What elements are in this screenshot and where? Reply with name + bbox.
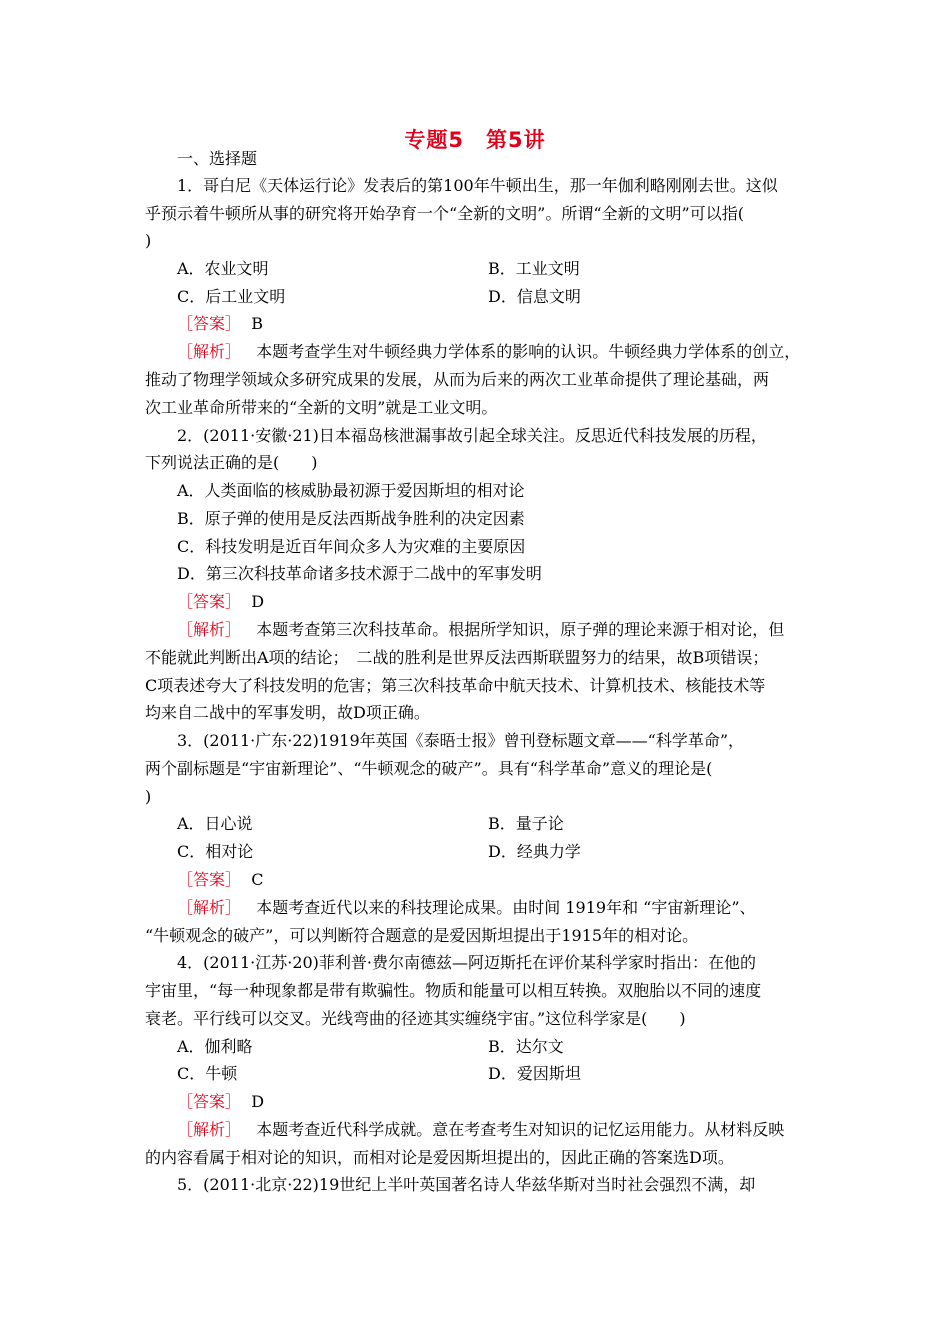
q1-stem-line-2: 乎预示着牛顿所从事的研究将开始孕育一个“全新的文明”。所谓“全新的文明”可以指( bbox=[145, 204, 744, 223]
q4-stem-line-3: 衰老。平行线可以交叉。光线弯曲的径迹其实缠绕宇宙。”这位科学家是( ) bbox=[145, 1009, 686, 1028]
q4-answer bbox=[177, 1092, 264, 1112]
q4-analysis-line-1 bbox=[177, 1120, 784, 1140]
q2-analysis-line-2: 不能就此判断出A项的结论； 二战的胜利是世界反法西斯联盟努力的结果，故B项错误； bbox=[145, 648, 769, 667]
q1-option-b: B．工业文明 bbox=[488, 259, 580, 278]
q2-answer bbox=[177, 592, 264, 612]
q2-stem-line-2: 下列说法正确的是( ) bbox=[145, 453, 318, 472]
q3-stem-line-1: 3．(2011·广东·22)1919年英国《泰晤士报》曾刊登标题文章——“科学革命”， bbox=[177, 731, 744, 750]
q1-answer bbox=[177, 314, 263, 334]
q2-analysis-line-1 bbox=[177, 620, 784, 640]
q3-option-c: C．相对论 bbox=[177, 842, 254, 861]
answer-value: D bbox=[251, 1092, 265, 1111]
q4-analysis-line-2: 的内容看属于相对论的知识，而相对论是爱因斯坦提出的，因此正确的答案选D项。 bbox=[145, 1148, 734, 1167]
analysis-tag: ［解析］ bbox=[177, 898, 242, 917]
answer-tag: ［答案］ bbox=[177, 1092, 242, 1111]
q4-option-d: D．爱因斯坦 bbox=[488, 1064, 581, 1083]
answer-value: C bbox=[251, 870, 264, 889]
answer-tag: ［答案］ bbox=[177, 314, 242, 333]
q3-option-d: D．经典力学 bbox=[488, 842, 581, 861]
q1-option-a: A．农业文明 bbox=[177, 259, 269, 278]
answer-value: B bbox=[251, 314, 263, 333]
q3-answer bbox=[177, 870, 263, 890]
q2-stem-line-1: 2．(2011·安徽·21)日本福岛核泄漏事故引起全球关注。反思近代科技发展的历程， bbox=[177, 426, 767, 445]
q1-stem-line-1: 1．哥白尼《天体运行论》发表后的第100年牛顿出生，那一年伽利略刚刚去世。这似 bbox=[177, 176, 778, 195]
q2-option-a: A．人类面临的核威胁最初源于爱因斯坦的相对论 bbox=[177, 481, 525, 500]
q3-option-b: B．量子论 bbox=[488, 814, 564, 833]
q1-analysis-line-1 bbox=[177, 342, 800, 362]
q4-option-c: C．牛顿 bbox=[177, 1064, 238, 1083]
analysis-text: 本题考查近代科学成就。意在考查考生对知识的记忆运用能力。从材料反映 bbox=[256, 1120, 785, 1139]
answer-value: D bbox=[251, 592, 265, 611]
q3-stem-line-2: 两个副标题是“宇宙新理论”、“牛顿观念的破产”。具有“科学革命”意义的理论是( bbox=[145, 759, 713, 778]
q3-analysis-line-1 bbox=[177, 898, 756, 918]
q1-option-c: C．后工业文明 bbox=[177, 287, 286, 306]
q2-analysis-line-4: 均来自二战中的军事发明，故D项正确。 bbox=[145, 703, 430, 722]
q2-analysis-line-3: C项表述夸大了科技发明的危害；第三次科技革命中航天技术、计算机技术、核能技术等 bbox=[145, 676, 766, 695]
analysis-text: 本题考查学生对牛顿经典力学体系的影响的认识。牛顿经典力学体系的创立， bbox=[256, 342, 801, 361]
analysis-text: 本题考查第三次科技革命。根据所学知识，原子弹的理论来源于相对论，但 bbox=[256, 620, 785, 639]
q1-analysis-line-3: 次工业革命所带来的“全新的文明”就是工业文明。 bbox=[145, 398, 498, 417]
q2-option-b: B．原子弹的使用是反法西斯战争胜利的决定因素 bbox=[177, 509, 525, 528]
q5-stem-line-1: 5．(2011·北京·22)19世纪上半叶英国著名诗人华兹华斯对当时社会强烈不满，却 bbox=[177, 1175, 756, 1194]
analysis-tag: ［解析］ bbox=[177, 620, 242, 639]
section-heading: 一、选择题 bbox=[177, 149, 258, 168]
analysis-tag: ［解析］ bbox=[177, 1120, 242, 1139]
q1-option-d: D．信息文明 bbox=[488, 287, 581, 306]
analysis-tag: ［解析］ bbox=[177, 342, 242, 361]
q4-option-a: A．伽利略 bbox=[177, 1037, 253, 1056]
answer-tag: ［答案］ bbox=[177, 592, 242, 611]
answer-tag: ［答案］ bbox=[177, 870, 242, 889]
q4-stem-line-2: 宇宙里，“每一种现象都是带有欺骗性。物质和能量可以相互转换。双胞胎以不同的速度 bbox=[145, 981, 762, 1000]
q3-option-a: A．日心说 bbox=[177, 814, 253, 833]
q3-analysis-line-2: “牛顿观念的破产”，可以判断符合题意的是爱因斯坦提出于1915年的相对论。 bbox=[145, 926, 699, 945]
q4-stem-line-1: 4．(2011·江苏·20)菲利普·费尔南德兹—阿迈斯托在评价某科学家时指出：在他的 bbox=[177, 953, 757, 972]
q1-analysis-line-2: 推动了物理学领域众多研究成果的发展，从而为后来的两次工业革命提供了理论基础，两 bbox=[145, 370, 770, 389]
q4-option-b: B．达尔文 bbox=[488, 1037, 564, 1056]
q1-stem-line-3: ) bbox=[145, 231, 152, 250]
q2-option-d: D．第三次科技革命诸多技术源于二战中的军事发明 bbox=[177, 564, 542, 583]
analysis-text: 本题考查近代以来的科技理论成果。由时间 1919年和 “宇宙新理论”、 bbox=[256, 898, 756, 917]
q3-stem-line-3: ) bbox=[145, 787, 152, 806]
q2-option-c: C．科技发明是近百年间众多人为灾难的主要原因 bbox=[177, 537, 526, 556]
page-title: 专题5 第5讲 bbox=[404, 128, 546, 152]
